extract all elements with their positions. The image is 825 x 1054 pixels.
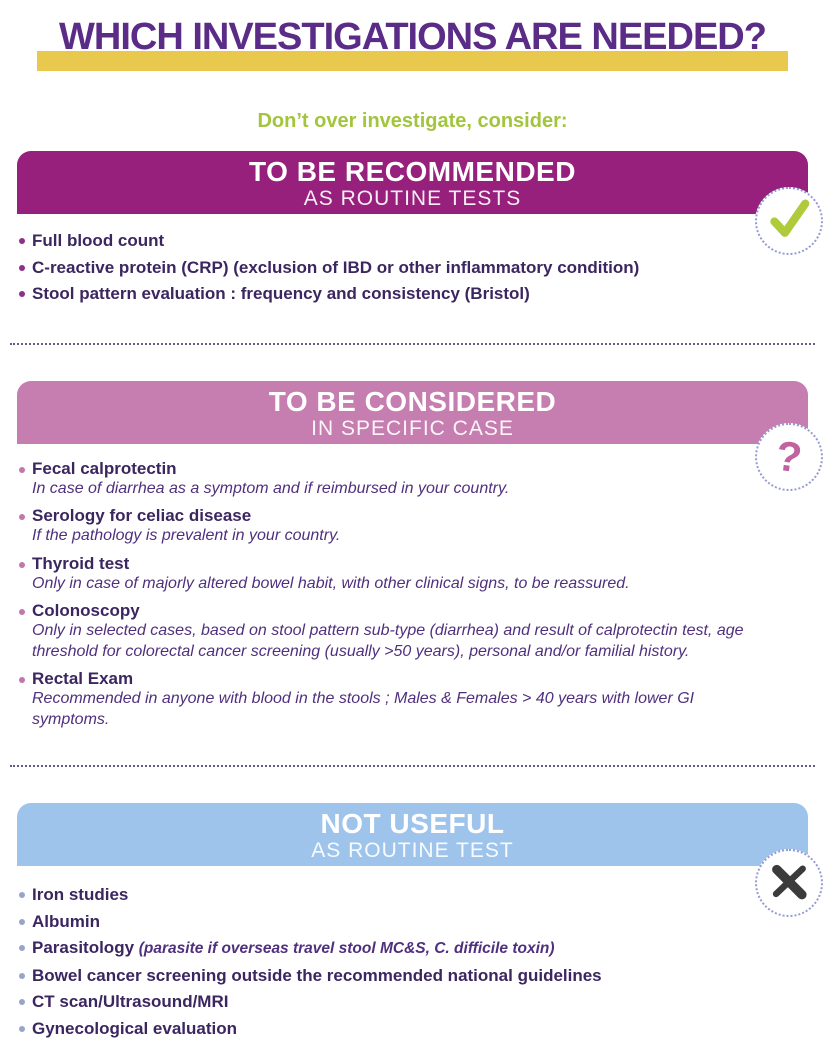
bullet-dot bbox=[19, 562, 25, 568]
list-item bbox=[18, 228, 785, 255]
list-item bbox=[18, 505, 785, 547]
title-block bbox=[0, 8, 825, 74]
section-header bbox=[17, 381, 808, 444]
considered-list bbox=[0, 444, 825, 731]
bullet-dot bbox=[19, 467, 25, 473]
section-header bbox=[17, 803, 808, 866]
item-label: Parasitology bbox=[32, 938, 139, 957]
list-item bbox=[18, 600, 785, 662]
item-label: Albumin bbox=[32, 911, 100, 931]
bullet-dot bbox=[19, 291, 25, 297]
item-note: Only in case of majorly altered bowel habit, with other clinical signs, to be reassured. bbox=[32, 574, 630, 592]
list-item bbox=[18, 668, 785, 730]
cross-icon bbox=[766, 858, 812, 909]
item-note: If the pathology is prevalent in your country. bbox=[32, 527, 341, 544]
list-item bbox=[18, 882, 785, 909]
check-badge bbox=[755, 187, 823, 255]
dotted-divider bbox=[10, 343, 815, 345]
item-label: Gynecological evaluation bbox=[32, 1018, 238, 1038]
list-item bbox=[18, 255, 785, 282]
item-label: Rectal Exam bbox=[32, 669, 134, 688]
list-item bbox=[18, 553, 785, 595]
item-note: Only in selected cases, based on stool pattern sub-type (diarrhea) and result of calprotectin test, age threshold for colorectal cancer screening (usually >50 years), personal and/or familial history. bbox=[32, 622, 744, 660]
not-useful-list bbox=[0, 866, 825, 1042]
list-item bbox=[18, 935, 785, 963]
bullet-dot bbox=[19, 919, 25, 925]
item-label: Colonoscopy bbox=[32, 601, 140, 620]
bullet-dot bbox=[19, 892, 25, 898]
bullet-dot bbox=[19, 265, 25, 271]
item-label: Fecal calprotectin bbox=[32, 458, 177, 478]
question-mark-icon: ? bbox=[773, 430, 806, 482]
section-subtitle: AS ROUTINE TEST bbox=[311, 839, 514, 862]
section-not-useful bbox=[0, 803, 825, 1042]
bullet-dot bbox=[19, 514, 25, 520]
item-inline-note: (parasite if overseas travel stool MC&S, C. difficile toxin) bbox=[138, 940, 555, 957]
section-title: NOT USEFUL bbox=[320, 808, 505, 839]
bullet-dot bbox=[19, 973, 25, 979]
item-note: In case of diarrhea as a symptom and if reimbursed in your country. bbox=[32, 479, 510, 497]
item-note: Recommended in anyone with blood in the stools ; Males & Females > 40 years with lower GI symptoms. bbox=[32, 690, 695, 728]
bullet-dot bbox=[19, 945, 25, 951]
item-label: Thyroid test bbox=[32, 553, 130, 573]
section-subtitle: AS ROUTINE TESTS bbox=[303, 187, 522, 210]
list-item bbox=[18, 281, 785, 308]
bullet-dot bbox=[19, 1026, 25, 1032]
section-subtitle: IN SPECIFIC CASE bbox=[311, 416, 514, 440]
recommended-list bbox=[0, 214, 825, 308]
page-subtitle: Don’t over investigate, consider: bbox=[257, 110, 568, 132]
bullet-dot bbox=[19, 609, 25, 615]
page-title: WHICH INVESTIGATIONS ARE NEEDED? bbox=[59, 16, 766, 58]
section-recommended bbox=[0, 151, 825, 308]
infographic bbox=[0, 8, 825, 1042]
list-item bbox=[18, 458, 785, 500]
item-label: CT scan/Ultrasound/MRI bbox=[32, 992, 229, 1011]
cross-badge bbox=[755, 849, 823, 917]
section-considered bbox=[0, 381, 825, 731]
item-label: Serology for celiac disease bbox=[32, 506, 252, 525]
item-label: Stool pattern evaluation : frequency and consistency (Bristol) bbox=[32, 284, 530, 303]
item-label: Bowel cancer screening outside the recommended national guidelines bbox=[32, 965, 602, 985]
dotted-divider bbox=[10, 765, 815, 767]
list-item bbox=[18, 963, 785, 990]
section-header bbox=[17, 151, 808, 214]
question-badge bbox=[755, 423, 823, 491]
section-title: TO BE RECOMMENDED bbox=[249, 156, 576, 187]
checkmark-icon bbox=[763, 193, 815, 250]
section-title: TO BE CONSIDERED bbox=[268, 385, 557, 417]
bullet-dot bbox=[19, 677, 25, 683]
list-item bbox=[18, 909, 785, 936]
list-item bbox=[18, 989, 785, 1016]
list-item bbox=[18, 1016, 785, 1043]
bullet-dot bbox=[19, 238, 25, 244]
item-label: Iron studies bbox=[32, 885, 129, 904]
item-label: C-reactive protein (CRP) (exclusion of IBD or other inflammatory condition) bbox=[32, 257, 640, 277]
item-label: Full blood count bbox=[32, 231, 165, 250]
bullet-dot bbox=[19, 999, 25, 1005]
